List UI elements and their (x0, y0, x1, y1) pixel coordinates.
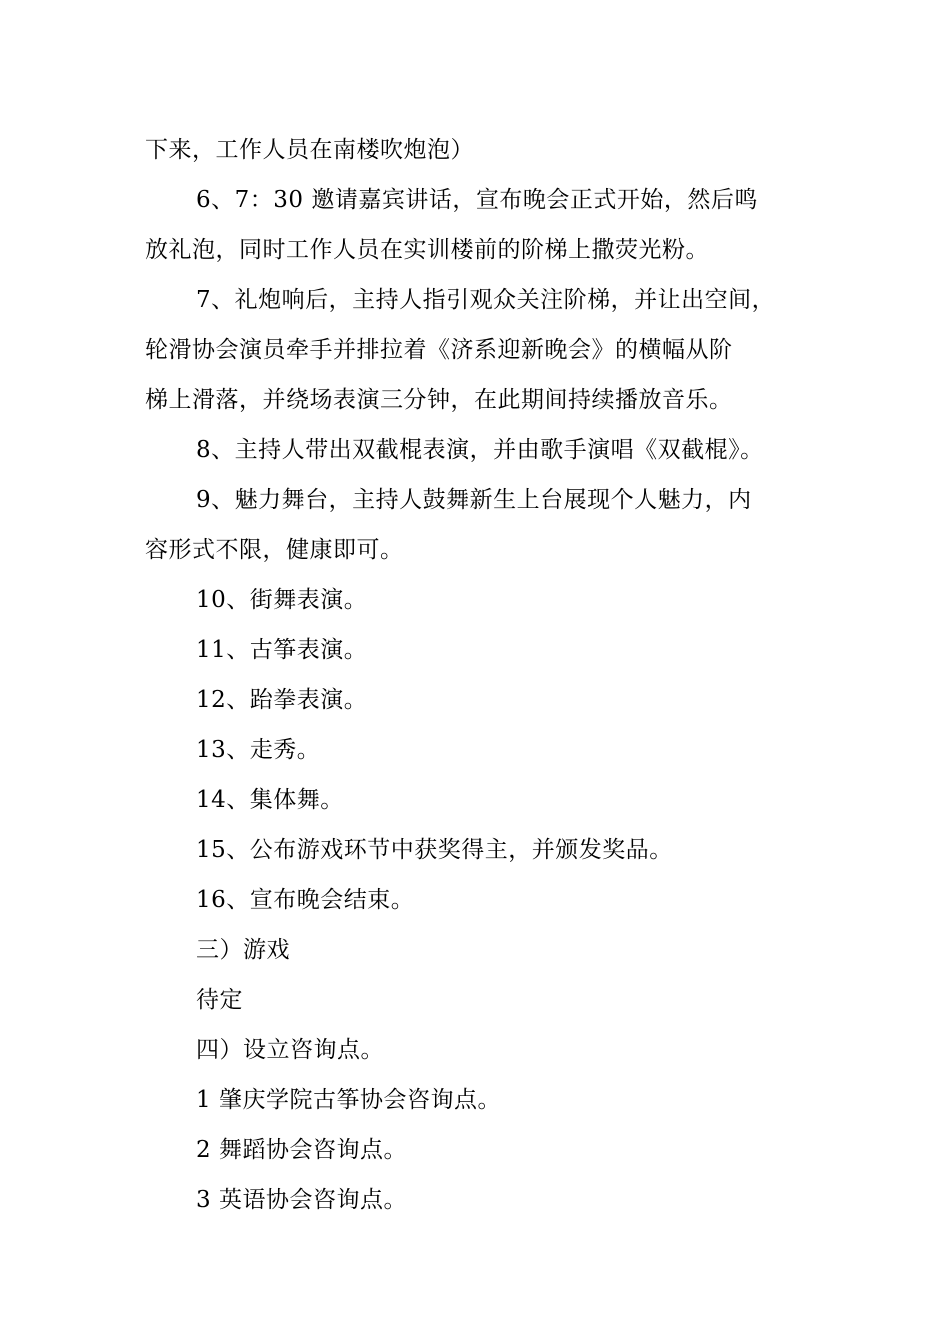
text-line-5: 轮滑协会演员牵手并排拉着《济系迎新晚会》的横幅从阶 (145, 337, 733, 363)
text-line-14: 14、集体舞。 (196, 787, 344, 813)
text-line-12: 12、跆拳表演。 (196, 687, 368, 713)
section-heading-games: 三）游戏 (196, 937, 290, 963)
list-item-3: 3 英语协会咨询点。 (196, 1187, 407, 1213)
text-line-16: 16、宣布晚会结束。 (196, 887, 415, 913)
text-line-2: 6、7：30 邀请嘉宾讲话，宣布晚会正式开始，然后鸣 (196, 187, 758, 213)
text-line-4: 7、礼炮响后，主持人指引观众关注阶梯，并让出空间， (196, 287, 776, 313)
text-line-13: 13、走秀。 (196, 737, 321, 763)
text-line-1: 下来，工作人员在南楼吹炮泡） (145, 137, 474, 163)
text-line-15: 15、公布游戏环节中获奖得主，并颁发奖品。 (196, 837, 673, 863)
list-item-2: 2 舞蹈协会咨询点。 (196, 1137, 407, 1163)
text-line-8: 9、魅力舞台，主持人鼓舞新生上台展现个人魅力，内 (196, 487, 752, 513)
text-line-10: 10、街舞表演。 (196, 587, 368, 613)
text-line-7: 8、主持人带出双截棍表演，并由歌手演唱《双截棍》。 (196, 437, 764, 463)
list-item-1: 1 肇庆学院古筝协会咨询点。 (196, 1087, 501, 1113)
text-line-3: 放礼泡，同时工作人员在实训楼前的阶梯上撒荧光粉。 (145, 237, 709, 263)
text-line-6: 梯上滑落，并绕场表演三分钟，在此期间持续播放音乐。 (145, 387, 733, 413)
text-line-9: 容形式不限，健康即可。 (145, 537, 404, 563)
text-line-11: 11、古筝表演。 (196, 637, 368, 663)
section-heading-consult: 四）设立咨询点。 (196, 1037, 384, 1063)
text-line-18: 待定 (196, 987, 243, 1013)
